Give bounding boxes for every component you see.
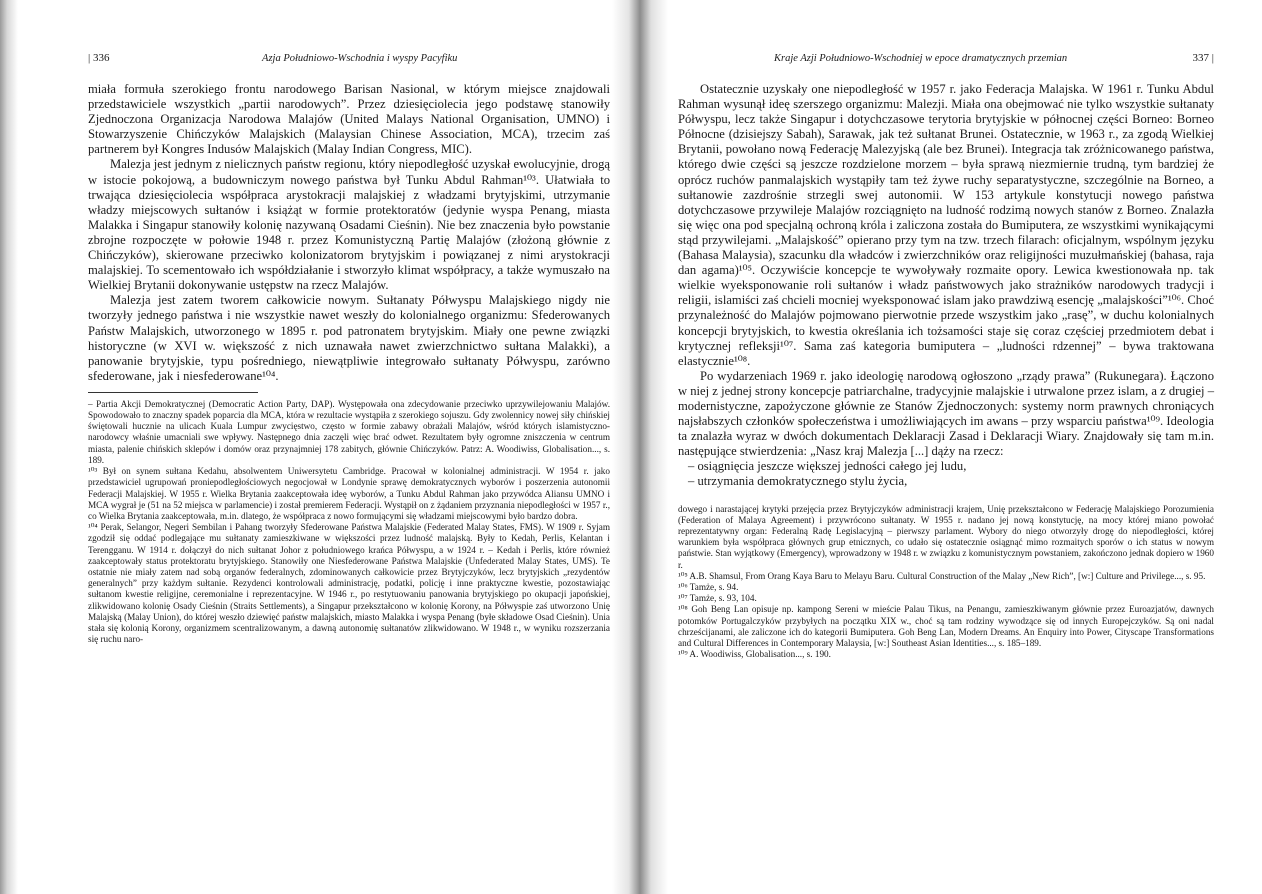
footnote: ¹⁰⁷ Tamże, s. 93, 104. [678, 593, 757, 604]
running-title-right: Kraje Azji Południowo-Wschodniej w epoce dramatycznych przemian [774, 53, 1068, 64]
book-edge-shadow [0, 0, 18, 894]
running-title-left: Azja Południowo-Wschodnia i wyspy Pacyfiku [262, 53, 458, 64]
footnote: – Partia Akcji Demokratycznej (Democratic Action Party, DAP). Występowała ona zdecydowanie przeciwko uprzywilejowaniu Malajów. Spowodowało to znaczny spadek poparcia dla MCA, która w rezultacie wystąpiła z szerokiego sojuszu. Gdy zwolennicy nowej siły chińskiej świętowali hucznie na ulicach Kuala Lumpur zwycięstwo, często w formie zabawy obrażali Malajów, wśród których islamistyczno-narodowcy właśnie umacniali swe wpływy. Następnego dnia zaczęli więc brać odwet. Rezultatem były ogromne zniszczenia w centrum miasta, palenie chińskich sklepów i domów oraz przynajmniej 178 zabitych, głównie Chińczyków. Patrz: A. Woodiwiss, Globalisation..., s. 189. [88, 398, 610, 465]
list-item: – osiągnięcia jeszcze większej jedności całego jej ludu, [688, 459, 967, 474]
footnote: ¹⁰⁵ A.B. Shamsul, From Orang Kaya Baru to Melayu Baru. Cultural Construction of the Malay „New Rich”, [w:] Culture and Privilege..., s. 95. [678, 570, 1206, 581]
book-gutter [612, 0, 668, 894]
footnote: ¹⁰⁸ Goh Beng Lan opisuje np. kampong Sereni w mieście Palau Tikus, na Penangu, zamieszkiwanym głównie przez Euroazjatów, dawnych potomków Portugalczyków przybyłych na początku XIX w., choć są tam rodziny wywodzące się od innych Europejczyków. Są oni nadal chrześcijanami, ale zaliczone ich do kategorii Bumiputera. Goh Beng Lan, Modern Dreams. An Enquiry into Power, Cityscape Transformations and Cultural Differences in Contemporary Malaysia, [w:] Southeast Asian Identities..., s. 185–189. [678, 604, 1214, 648]
footnote: dowego i narastającej krytyki przejęcia przez Brytyjczyków administracji krajem, Unię przekształcono w Federację Malajskiego Porozumienia (Federation of Malaya Agreement) i przywrócono sułtanaty. W 1955 r. nadano jej nową konstytucję, na mocy której miano powołać reprezentatywny organ: Federalną Radę Legislacyjną – pierwszy parlament. Wybory do niego otworzyły drogę do niepodległości, której warunkiem była współpraca głównych grup etnicznych, co udało się ostatecznie osiągnąć mimo rozmaitych sporów o ich status w nowym państwie. Stan wyjątkowy (Emergency), wprowadzony w 1948 r. w związku z komunistycznym powstaniem, zakończono jednak dopiero w 1960 r. [678, 503, 1214, 570]
paragraph: Po wydarzeniach 1969 r. jako ideologię narodową ogłoszono „rządy prawa” (Rukunegara). Łączono w niej z jednej strony koncepcje patriarchalne, tradycyjnie malajskie i utrwalone przez islam, a z drugiej – modernistyczne, zapożyczone głównie ze Stanów Zjednoczonych: systemy norm prawnych chroniących najsłabszych członków społeczeństwa i umożliwiających im awans – przy wsparciu państwa¹⁰⁹. Ideologia ta znalazła wyraz w dwóch dokumentach Deklaracji Zasad i Deklaracji Wiary. Znajdowały się tam m.in. następujące stwierdzenia: „Nasz kraj Malezja [...] dąży na rzecz: [678, 368, 1214, 459]
left-footnotes [88, 399, 610, 645]
paragraph: Malezja jest jednym z nielicznych państw regionu, który niepodległość uzyskał ewolucyjnie, drogą w istocie pokojową, a budowniczym nowego państwa był Tunku Abdul Rahman¹⁰³. Ułatwiała to trwająca dziesięciolecia współpraca arystokracji malajskiej z władzami brytyjskimi, utrzymanie władzy miejscowych sułtanów i książąt w formie protektoratów (jedynie wyspa Penang, miasta Malakka i Singapur stanowiły kolonię nazywaną Osadami Cieśnin). Nie bez znaczenia było powstanie zbrojne rozpoczęte w połowie 1948 r. przez Komunistyczną Partię Malajów (złożoną głównie z Chińczyków), skierowane przeciwko kolonizatorom brytyjskim i powiązanej z nimi arystokracji malajskiej. To scementowało ich współdziałanie i stworzyło klimat współpracy, a także wymuszało na Wielkiej Brytanii dokonywanie ustępstw na rzecz Malajów. [88, 157, 610, 293]
footnote: ¹⁰⁹ A. Woodiwiss, Globalisation..., s. 190. [678, 649, 831, 660]
left-page [88, 52, 610, 645]
list-item: – utrzymania demokratycznego stylu życia, [688, 474, 908, 489]
footnote: ¹⁰⁴ Perak, Selangor, Negeri Sembilan i Pahang tworzyły Sfederowane Państwa Malajskie (Federated Malay States, FMS). W 1909 r. Syjam zgodził się oddać podlegające mu sułtanaty zamieszkiwane w większości przez ludność malajską. Były to Kedah, Perlis, Kelantan i Terengganu. W 1914 r. dołączył do nich sułtanat Johor z południowego krańca Półwyspu, a w 1924 r. – Kedah i Perlis, które również zaakceptowały status protektoratu brytyjskiego. Stanowiły one Niesfederowane Państwa Malajskie (Unfederated Malay States, UMS). Te ostatnie nie miały zatem nad sobą organów federalnych, zdominowanych całkowicie przez Brytyjczyków, lecz brytyjskich „rezydentów generalnych” przy każdym sułtanie. Rezydenci kontrolowali administrację, podatki, policję i inne praktyczne kwestie, pozostawiając sułtanom kwestie religijne, ceremonialne i reprezentacyjne. W 1946 r., po restytuowaniu panowania brytyjskiego po okupacji japońskiej, zlikwidowano kolonię Osady Cieśnin (Straits Settlements), a Singapur przekształcono w kolonię Korony, na Półwyspie zaś utworzono Unię Malajską (Malay Union), do której weszło dziewięć państw malajskich, miasto Malakka i wyspa Penang (byłe składowe Osad Cieśnin). Unia stała się kolonią Korony, organizmem scentralizowanym, a dawną autonomię sułtanatów zlikwidowano. W 1948 r., w wyniku rozszerzania się ruchu naro- [88, 522, 610, 645]
right-running-head [678, 52, 1214, 64]
page-number-left: | 336 [88, 52, 110, 64]
paragraph: Ostatecznie uzyskały one niepodległość w 1957 r. jako Federacja Malajska. W 1961 r. Tunku Abdul Rahman wysunął ideę szerszego organizmu: Malezji. Miała ona obejmować nie tylko wszystkie sułtanaty Półwyspu, lecz także Singapur i dotychczasowe terytoria brytyjskie w północnej części Borneo: Borneo Północne (dzisiejszy Sabah), Sarawak, jak też sułtanat Brunei. Ostatecznie, w 1963 r., za zgodą Wielkiej Brytanii, powołano nową Federację Malezyjską (ale bez Brunei). Integracja tak zróżnicowanego państwa, którego dwie części są jeszcze rozdzielone morzem – była sprawą niezmiernie trudną, tym bardziej że oprócz ruchów panmalajskich wystąpiły tam też żywe ruchy separatystyczne, szczególnie na Borneo, a sułtanowie zazdrośnie strzegli swej autonomii. W 153 artykule konstytucji nowego państwa dotychczasowe przywileje Malajów rozciągnięto na ludność rodzimą nowych stanów z Borneo. Znalazła się więc ona pod specjalną ochroną króla i zaliczona została do Bumiputera, ze wszystkimi wynikającymi stąd przywilejami. „Malajskość” opierano przy tym na tzw. trzech filarach: oficjalnym, wspólnym języku (Bahasa Malaysia), szacunku dla władców i zwierzchników oraz religijności muzułmańskiej (bahasa, raja dan agama)¹⁰⁵. Oczywiście koncepcje te wywoływały rozmaite opory. Lewica kwestionowała np. tak wielkie wyeksponowanie roli sułtanów i władz państwowych jako strażników narodowych tradycji i religii, islamiści zaś chcieli mocniej wyeksponować islam jako prawdziwą esencję „malajskości”¹⁰⁶. Choć przynależność do Malajów pojmowano pierwotnie przede wszystkim jako „rasę”, w duchu kolonialnych koncepcji brytyjskich, to kwestia określania ich tożsamości staje się coraz częściej przedmiotem debat i krytycznej refleksji¹⁰⁷. Sama zaś kategoria bumiputera – „ludności rdzennej” – bywa traktowana elastycznie¹⁰⁸. [678, 82, 1214, 368]
footnote-divider [88, 392, 258, 393]
paragraph: Malezja jest zatem tworem całkowicie nowym. Sułtanaty Półwyspu Malajskiego nigdy nie tworzyły jednego państwa i nie wszystkie nawet weszły do kolonialnego organizmu: Sfederowanych Państw Malajskich, utworzonego w 1895 r. pod patronatem brytyjskim. Miały one pewne związki historyczne (w XVI w. większość z nich uznawała nawet zwierzchnictwo sułtana Malakki), a panowanie brytyjskie, typu pośredniego, niewątpliwie integrowało sułtanaty Półwyspu, zarówno sfederowane, jak i niesfederowane¹⁰⁴. [88, 293, 610, 383]
left-body-text [88, 82, 610, 384]
right-body-text [678, 82, 1214, 490]
footnote: ¹⁰³ Był on synem sułtana Kedahu, absolwentem Uniwersytetu Cambridge. Pracował w kolonialnej administracji. W 1954 r. jako przedstawiciel ugrupowań proniepodległościowych negocjował w Londynie sprawę demokratycznych wyborów i poszerzenia autonomii Federacji Malajskiej. W 1955 r. Wielka Brytania zaakceptowała ideę wyborów, a Tunku Abdul Rahman jako przywódca Aliansu UMNO i MCA wygrał je (51 na 52 miejsca w parlamencie) i został premierem Federacji. Wystąpił on z żądaniem przyznania niepodległości w 1957 r., co Wielka Brytania zaakceptowała, m.in. dlatego, że współpraca z nowo formującymi się władzami miejscowymi było bardzo dobra. [88, 466, 610, 521]
right-page [678, 52, 1214, 660]
page-number-right: 337 | [1192, 52, 1214, 64]
left-running-head [88, 52, 610, 64]
paragraph: miała formuła szerokiego frontu narodowego Barisan Nasional, w którym miejsce znajdowali przedstawiciele wszystkich „partii narodowych”. Przez dziesięciolecia jego podstawę stanowiły Zjednoczona Organizacja Narodowa Malajów (United Malays National Organisation, UMNO) i Stowarzyszenie Chińczyków Malajskich (Malaysian Chinese Association, MCA), trzecim zaś partnerem był Kongres Indusów Malajskich (Malay Indian Congress, MIC). [88, 82, 610, 157]
right-footnotes [678, 504, 1214, 661]
footnote: ¹⁰⁶ Tamże, s. 94. [678, 581, 739, 592]
